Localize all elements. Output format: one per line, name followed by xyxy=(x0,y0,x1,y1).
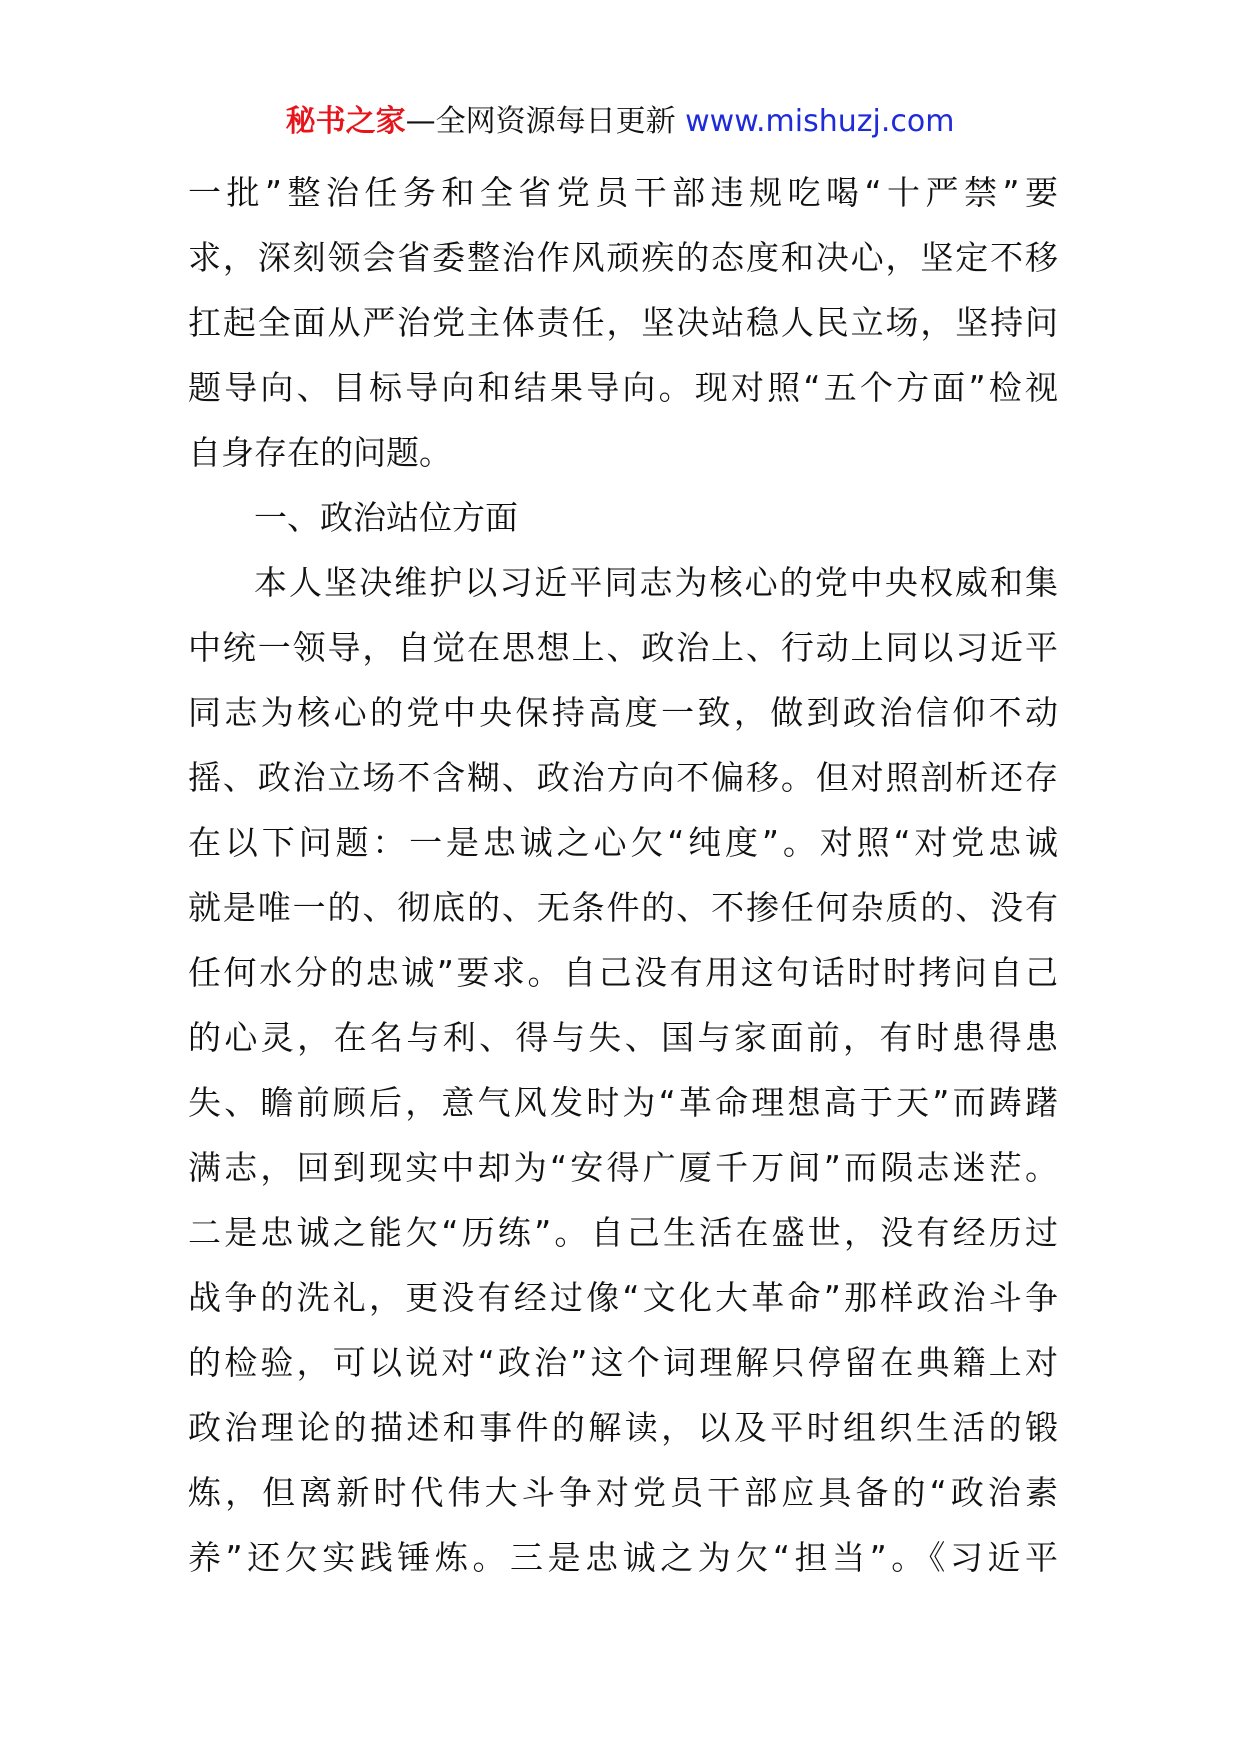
text-line: 在以下问题：一是忠诚之心欠“纯度”。对照“对党忠诚 xyxy=(188,823,1058,862)
text-line: 题导向、目标导向和结果导向。现对照“五个方面”检视 xyxy=(188,368,1058,407)
text-line: 任何水分的忠诚”要求。自己没有用这句话时时拷问自己 xyxy=(188,953,1058,992)
text-line: 中统一领导，自觉在思想上、政治上、行动上同以习近平 xyxy=(188,628,1058,667)
header-tagline: —全网资源每日更新 xyxy=(405,104,686,139)
text-line: 政治理论的描述和事件的解读，以及平时组织生活的锻 xyxy=(188,1408,1058,1447)
brand-name: 秘书之家 xyxy=(285,104,406,139)
site-url: www.mishuzj.com xyxy=(685,104,955,139)
text-line: 本人坚决维护以习近平同志为核心的党中央权威和集 xyxy=(254,563,1058,602)
text-line: 战争的洗礼，更没有经过像“文化大革命”那样政治斗争 xyxy=(188,1278,1058,1317)
text-line: 的心灵，在名与利、得与失、国与家面前，有时患得患 xyxy=(188,1018,1058,1057)
text-line: 失、瞻前顾后，意气风发时为“革命理想高于天”而踌躇 xyxy=(188,1083,1058,1122)
text-line: 就是唯一的、彻底的、无条件的、不掺任何杂质的、没有 xyxy=(188,888,1058,927)
text-line: 一批”整治任务和全省党员干部违规吃喝“十严禁”要 xyxy=(188,173,1058,212)
text-line: 求，深刻领会省委整治作风顽疾的态度和决心，坚定不移 xyxy=(188,238,1058,277)
text-line: 炼，但离新时代伟大斗争对党员干部应具备的“政治素 xyxy=(188,1473,1058,1512)
site-watermark-header xyxy=(0,100,1240,144)
text-line: 养”还欠实践锤炼。三是忠诚之为欠“担当”。《习近平 xyxy=(188,1538,1058,1577)
text-line: 摇、政治立场不含糊、政治方向不偏移。但对照剖析还存 xyxy=(188,758,1058,797)
text-line: 二是忠诚之能欠“历练”。自己生活在盛世，没有经历过 xyxy=(188,1213,1058,1252)
document-body xyxy=(188,160,1058,1590)
text-line: 的检验，可以说对“政治”这个词理解只停留在典籍上对 xyxy=(188,1343,1058,1382)
text-line: 自身存在的问题。 xyxy=(188,433,452,472)
text-line: 同志为核心的党中央保持高度一致，做到政治信仰不动 xyxy=(188,693,1058,732)
section-heading: 一、政治站位方面 xyxy=(254,498,518,537)
text-line: 满志，回到现实中却为“安得广厦千万间”而陨志迷茫。 xyxy=(188,1148,1058,1187)
text-line: 扛起全面从严治党主体责任，坚决站稳人民立场，坚持问 xyxy=(188,303,1058,342)
